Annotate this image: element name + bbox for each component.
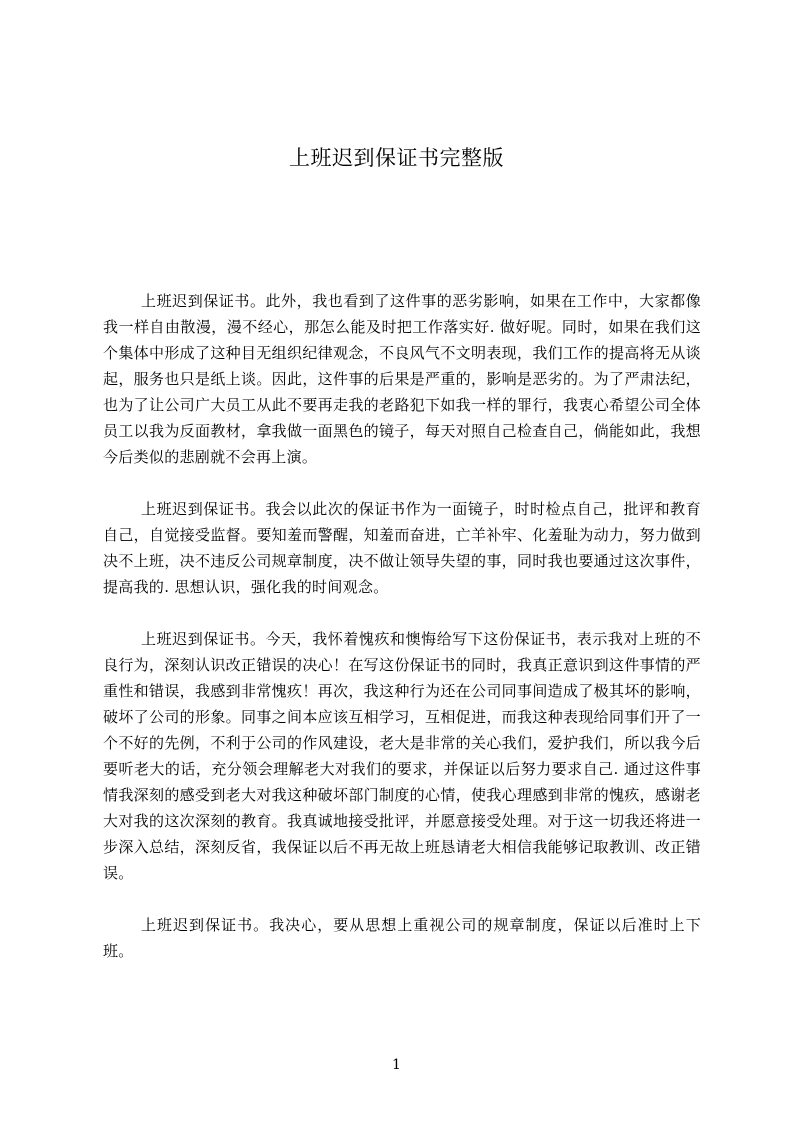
page-number: 1	[392, 1057, 401, 1073]
paragraph: 上班迟到保证书。我会以此次的保证书作为一面镜子，时时检点自己，批评和教育自己，自觉接受监督。要知羞而警醒，知羞而奋进，亡羊补牢、化羞耻为动力，努力做到决不上班，决不违反公司规章制度，决不做让领导失望的事，同时我也要通过这次事件，提高我的. 思想认识，强化我的时间观念。	[103, 500, 701, 596]
document-title: 上班迟到保证书完整版	[289, 146, 504, 170]
document-body	[103, 288, 701, 990]
paragraph: 上班迟到保证书。今天，我怀着愧疚和懊悔给写下这份保证书，表示我对上班的不良行为，深刻认识改正错误的决心！在写这份保证书的同时，我真正意识到这件事情的严重性和错误，我感到非常愧疚！再次，我这种行为还在公司同事间造成了极其坏的影响，破坏了公司的形象。同事之间本应该互相学习，互相促进，而我这种表现给同事们开了一个不好的先例，不利于公司的作风建设，老大是非常的关心我们，爱护我们，所以我今后要听老大的话，充分领会理解老大对我们的要求，并保证以后努力要求自己. 通过这件事情我深刻的感受到老大对我这种破坏部门制度的心情，使我心理感到非常的愧疚，感谢老大对我的这次深刻的教育。我真诚地接受批评，并愿意接受处理。对于这一切我还将进一步深入总结，深刻反省，我保证以后不再无故上班恳请老大相信我能够记取教训、改正错误。	[103, 630, 701, 882]
paragraph: 上班迟到保证书。我决心，要从思想上重视公司的规章制度，保证以后准时上下班。	[103, 916, 701, 960]
paragraph: 上班迟到保证书。此外，我也看到了这件事的恶劣影响，如果在工作中，大家都像我一样自由散漫，漫不经心，那怎么能及时把工作落实好. 做好呢。同时，如果在我们这个集体中形成了这种目无组织纪律观念，不良风气不文明表现，我们工作的提高将无从谈起，服务也只是纸上谈。因此，这件事的后果是严重的，影响是恶劣的。为了严肃法纪，也为了让公司广大员工从此不要再走我的老路犯下如我一样的罪行，我衷心希望公司全体员工以我为反面教材，拿我做一面黑色的镜子，每天对照自己检查自己，倘能如此，我想今后类似的悲剧就不会再上演。	[103, 292, 701, 466]
